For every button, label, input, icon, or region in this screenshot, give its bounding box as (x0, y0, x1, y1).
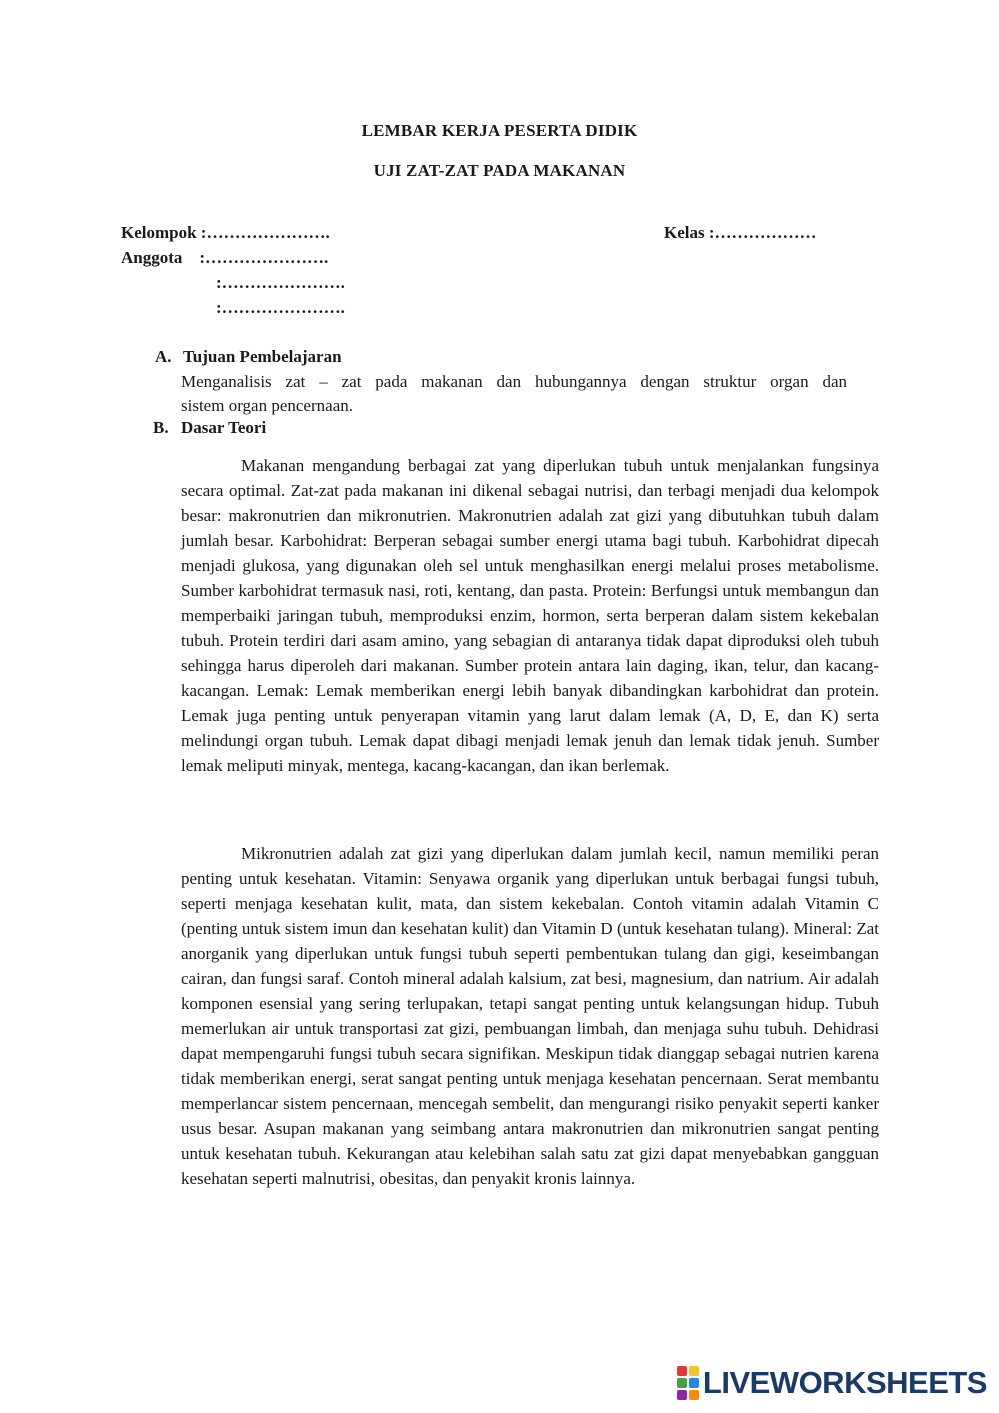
liveworksheets-logo-icon (677, 1366, 699, 1400)
dasar-teori-paragraph-1: Makanan mengandung berbagai zat yang diperlukan tubuh untuk menjalankan fungsinya secara optimal. Zat-zat pada makanan ini dikenal sebagai nutrisi, dan terbagi menjadi dua kelompok besar: makronutrien dan mikronutrien. Makronutrien adalah zat gizi yang dibutuhkan tubuh dalam jumlah besar. Karbohidrat: Berperan sebagai sumber energi utama bagi tubuh. Karbohidrat dipecah menjadi glukosa, yang digunakan oleh sel untuk menghasilkan energi melalui proses metabolisme. Sumber karbohidrat termasuk nasi, roti, kentang, dan pasta. Protein: Berfungsi untuk membangun dan memperbaiki jaringan tubuh, memproduksi enzim, hormon, serta berperan dalam sistem kekebalan tubuh. Protein terdiri dari asam amino, yang sebagian di antaranya tidak dapat diproduksi oleh tubuh sehingga harus diperoleh dari makanan. Sumber protein antara lain daging, ikan, telur, dan kacang-kacangan. Lemak: Lemak memberikan energi lebih banyak dibandingkan karbohidrat dan protein. Lemak juga penting untuk penyerapan vitamin yang larut dalam lemak (A, D, E, dan K) serta melindungi organ tubuh. Lemak dapat dibagi menjadi lemak jenuh dan lemak tidak jenuh. Sumber lemak meliputi minyak, mentega, kacang-kacangan, dan ikan berlemak. (181, 456, 879, 775)
section-b-title: Dasar Teori (181, 418, 267, 437)
kelompok-field: Kelompok :…………………. (121, 223, 330, 242)
section-a-heading (155, 347, 342, 367)
page-subtitle: UJI ZAT-ZAT PADA MAKANAN (373, 161, 626, 180)
section-a-marker: A. (155, 347, 172, 366)
kelas-field: Kelas :……………… (664, 223, 817, 242)
section-a-text-line-1: Menganalisis zat – zat pada makanan dan hubungannya dengan struktur organ dan (181, 372, 847, 391)
section-b-heading (153, 418, 266, 438)
section-a-text-line-2: sistem organ pencernaan. (181, 396, 353, 415)
section-a-title: Tujuan Pembelajaran (183, 347, 342, 366)
section-b-marker: B. (153, 418, 169, 437)
dasar-teori-paragraph-2: Mikronutrien adalah zat gizi yang diperlukan dalam jumlah kecil, namun memiliki peran penting untuk kesehatan. Vitamin: Senyawa organik yang diperlukan untuk berbagai fungsi tubuh, seperti menjaga kesehatan kulit, mata, dan sistem kekebalan. Contoh vitamin adalah Vitamin C (penting untuk sistem imun dan kesehatan kulit) dan Vitamin D (untuk kesehatan tulang). Mineral: Zat anorganik yang diperlukan untuk fungsi tubuh seperti pembentukan tulang dan gigi, keseimbangan cairan, dan fungsi saraf. Contoh mineral adalah kalsium, zat besi, magnesium, dan natrium. Air adalah komponen esensial yang sering terlupakan, tetapi sangat penting untuk kelangsungan hidup. Tubuh memerlukan air untuk transportasi zat gizi, pembuangan limbah, dan menjaga suhu tubuh. Dehidrasi dapat mempengaruhi fungsi tubuh secara signifikan. Meskipun tidak dianggap sebagai nutrien karena tidak memberikan energi, serat sangat penting untuk menjaga kesehatan pencernaan. Serat membantu memperlancar sistem pencernaan, mencegah sembelit, dan mengurangi risiko penyakit seperti kanker usus besar. Asupan makanan yang seimbang antara makronutrien dan mikronutrien sangat penting untuk kesehatan tubuh. Kekurangan atau kelebihan salah satu zat gizi dapat menyebabkan gangguan kesehatan seperti malnutrisi, obesitas, dan penyakit kronis lainnya. (181, 844, 879, 1188)
page-title: LEMBAR KERJA PESERTA DIDIK (361, 121, 638, 140)
anggota-field-3: :…………………. (216, 298, 345, 317)
liveworksheets-wordmark: LIVEWORKSHEETS (702, 1365, 987, 1400)
anggota-field-2: :…………………. (216, 273, 345, 292)
anggota-field-1: Anggota :…………………. (121, 248, 329, 267)
liveworksheets-logo (677, 1365, 987, 1401)
